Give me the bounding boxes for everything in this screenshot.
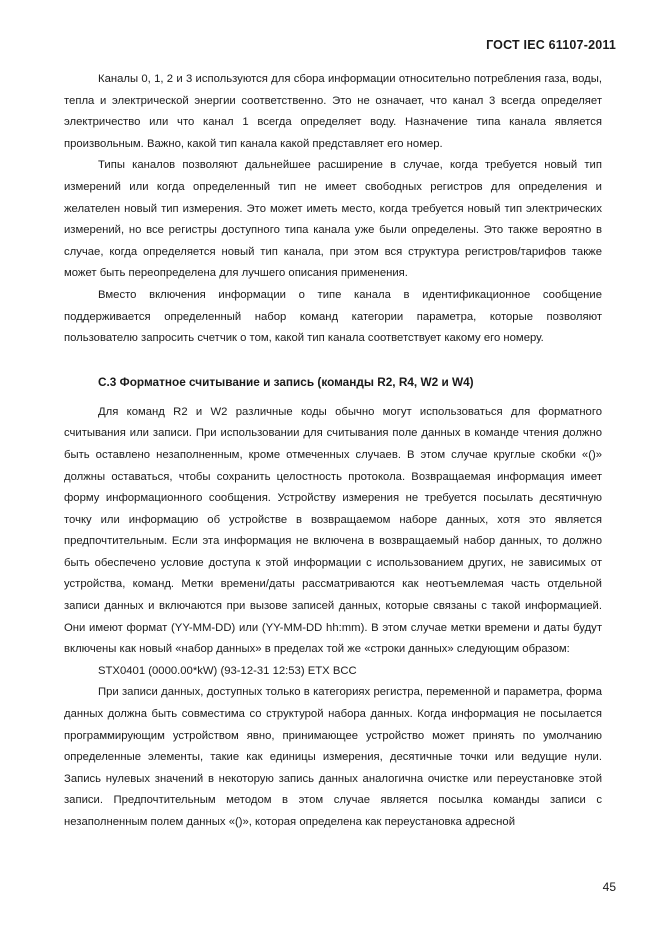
paragraph-formatted-read: Для команд R2 и W2 различные коды обычно могут использоваться для форматного считывания или записи. При использовании для считывания поле данных в команде чтения должно быть оставлено незаполненным, кроме отмеченных случаев. В этом случае круглые скобки «()» должны оставаться, чтобы сохранить целостность протокола. Возвращаемая информация имеет форму информационного сообщения. Устройству измерения не требуется посылать десятичную точку или информацию об устройстве в возвращаемом наборе данных, хотя это является предпочтительным. Если эта информация не включена в возвращаемый набор данных, то должно быть обеспечено условие доступа к этой информации с использованием других, не зависимых от устройства, команд. Метки времени/даты рассматриваются как неотъемлемая часть отдельной записи данных и включаются при вызове записей данных, которые связаны с такой информацией. Они имеют формат (YY-MM-DD) или (YY-MM-DD hh:mm). В этом случае метки времени и даты будут включены как новый «набор данных» в пределах той же «строки данных» следующим образом: <box>64 405 602 656</box>
section-heading: С.3 Форматное считывание и запись (команды R2, R4, W2 и W4) <box>98 374 474 389</box>
paragraph-channel-commands: Вместо включения информации о типе канала в идентификационное сообщение поддерживается определенный набор команд категории параметра, которые позволяют пользователю запросить счетчик о том, какой тип канала соответствует какому его номеру. <box>64 288 602 345</box>
page-number: 45 <box>602 880 616 894</box>
paragraph-channel-types: Типы каналов позволяют дальнейшее расширение в случае, когда требуется новый тип измерений или когда определенный тип не имеет свободных регистров для определения и желателен новый тип измерения. Это может иметь место, когда требуется новый тип электрических измерений, но все регистры доступного типа канала уже были определены. Это также вероятно в случае, когда определяется новый тип канала, при этом вся структура регистров/тарифов также может быть переопределена для лучшего описания применения. <box>64 159 602 280</box>
document-body <box>64 69 602 834</box>
document-header: ГОСТ IEC 61107-2011 <box>486 38 616 52</box>
paragraph-channels: Каналы 0, 1, 2 и 3 используются для сбора информации относительно потребления газа, воды, тепла и электрической энергии соответственно. Это не означает, что канал 3 всегда определяет электричество или что канал 1 всегда определяет воду. Назначение типа канала является произвольным. Важно, какой тип канала какой представляет его номер. <box>64 73 602 150</box>
example-data-line: STX0401 (0000.00*kW) (93-12-31 12:53) ETX BCC <box>98 664 357 677</box>
paragraph-formatted-write: При записи данных, доступных только в категориях регистра, переменной и параметра, форма данных должна быть совместима со структурой набора данных. Когда информация не посылается программирующим устройством явно, принимающее устройство может принять по умолчанию определенные элементы, такие как единицы измерения, десятичные точки или ведущие нули. Запись нулевых значений в некоторую запись данных аналогична очистке или переустановке этой записи. Предпочтительным методом в этом случае является посылка команды записи с незаполненным полем данных «()», которая определена как переустановка адресной <box>64 686 602 828</box>
